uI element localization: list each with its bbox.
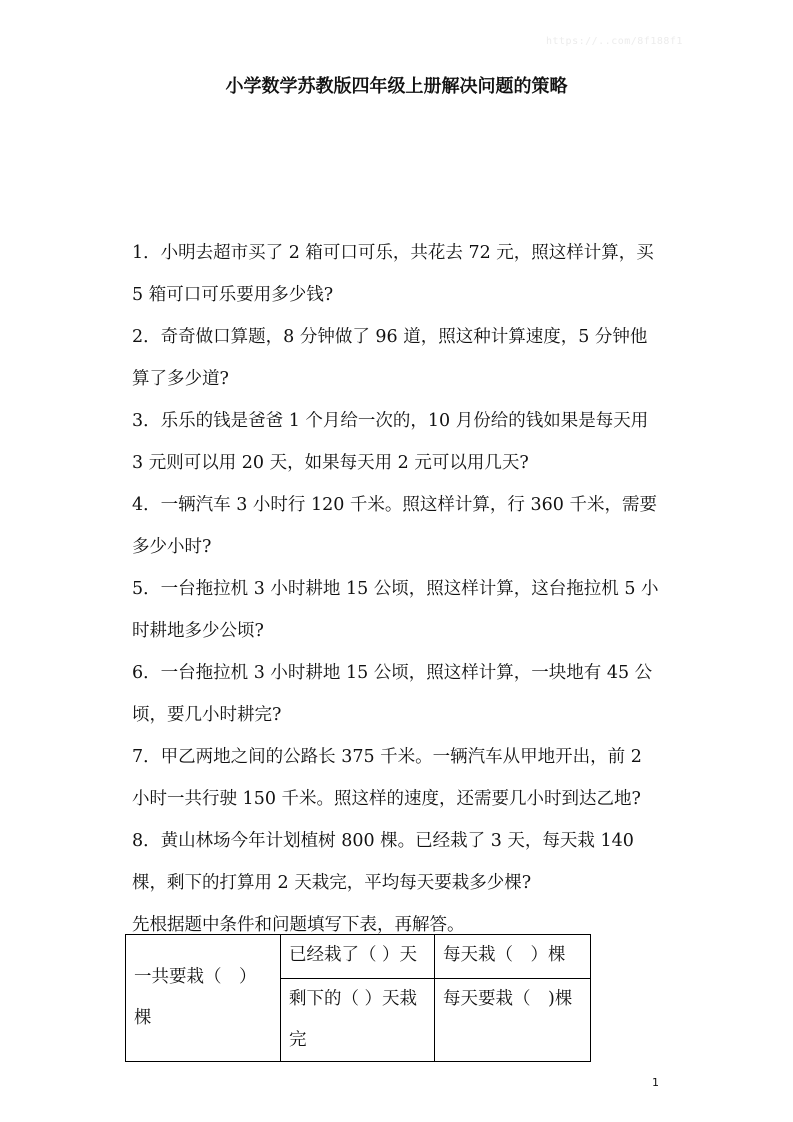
question-7: 7．甲乙两地之间的公路长 375 千米。一辆汽车从甲地开出，前 2 小时一共行驶 150 千米。照这样的速度，还需要几小时到达乙地?	[132, 747, 642, 809]
cell-per-day-needed: 每天要栽（ )棵	[435, 979, 591, 1062]
watermark: https://..com/8f188f1	[546, 36, 683, 47]
cell-planted-days: 已经栽了（ ）天	[281, 935, 435, 979]
answer-table	[125, 934, 591, 1062]
question-2: 2．奇奇做口算题，8 分钟做了 96 道，照这种计算速度，5 分钟他算了多少道?	[132, 327, 648, 389]
instruction-text: 先根据题中条件和问题填写下表，再解答。	[132, 915, 465, 935]
cell-remaining-days: 剩下的（ ）天栽完	[281, 979, 435, 1062]
page-number: 1	[652, 1076, 659, 1089]
cell-per-day-planted: 每天栽（ ）棵	[435, 935, 591, 979]
question-8: 8．黄山林场今年计划植树 800 棵。已经栽了 3 天，每天栽 140 棵，剩下的打算用 2 天栽完，平均每天要栽多少棵?	[132, 831, 634, 893]
question-6: 6．一台拖拉机 3 小时耕地 15 公顷，照这样计算，一块地有 45 公顷，要几小时耕完?	[132, 663, 653, 725]
page-title: 小学数学苏教版四年级上册解决问题的策略	[225, 76, 568, 97]
cell-total: 一共要栽（ ）棵	[126, 935, 281, 1062]
question-1: 1．小明去超市买了 2 箱可口可乐，共花去 72 元，照这样计算，买 5 箱可口可乐要用多少钱?	[132, 243, 654, 305]
question-list	[132, 232, 664, 946]
question-4: 4．一辆汽车 3 小时行 120 千米。照这样计算，行 360 千米，需要多少小时?	[132, 495, 657, 557]
question-3: 3．乐乐的钱是爸爸 1 个月给一次的，10 月份给的钱如果是每天用 3 元则可以用 20 天，如果每天用 2 元可以用几天?	[132, 411, 649, 473]
question-5: 5．一台拖拉机 3 小时耕地 15 公顷，照这样计算，这台拖拉机 5 小时耕地多少公顷?	[132, 579, 659, 641]
